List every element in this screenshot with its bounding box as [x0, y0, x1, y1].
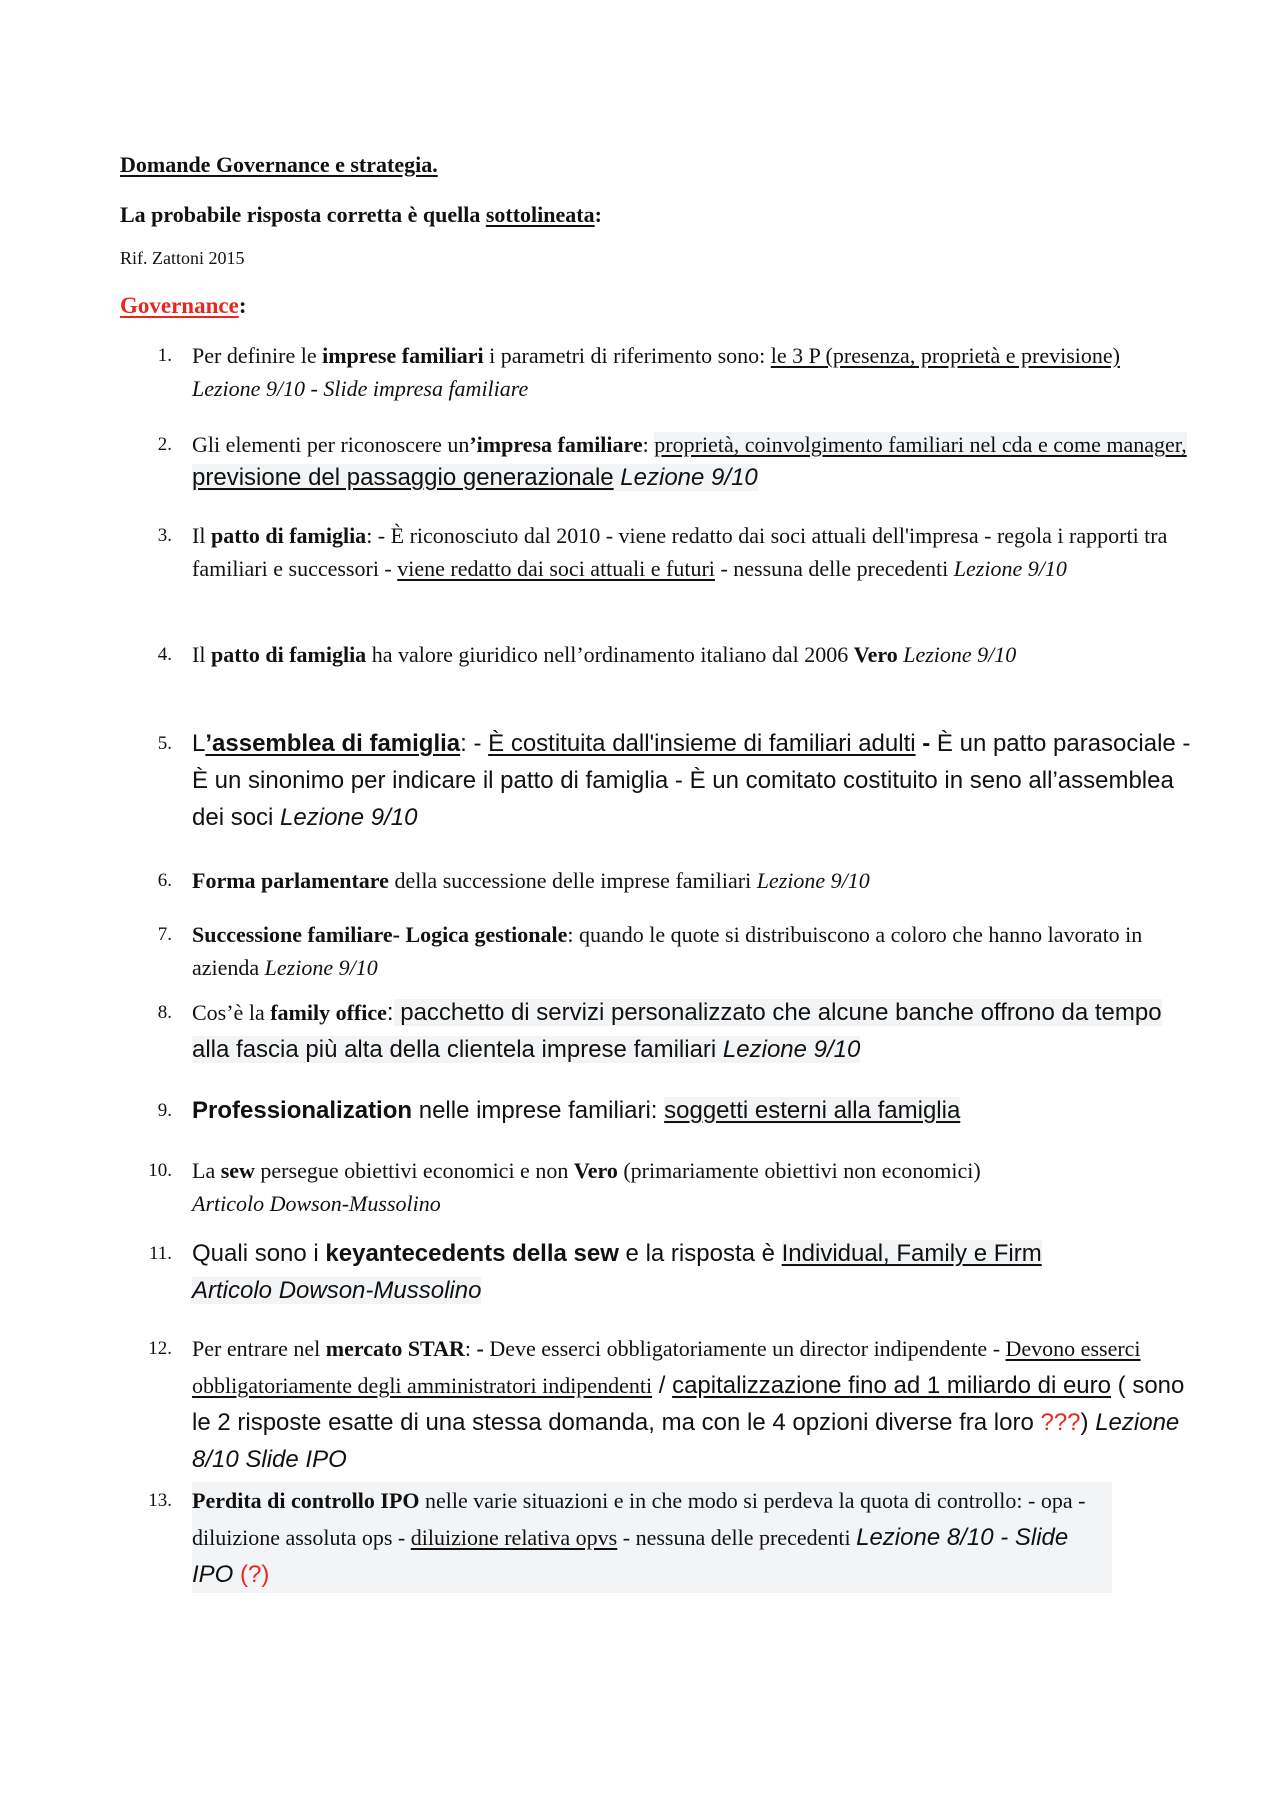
question-text: i parametri di riferimento sono: — [483, 343, 771, 368]
document-subtitle — [120, 202, 1160, 228]
question-number: 11. — [148, 1243, 172, 1264]
question-2 — [120, 428, 1187, 494]
question-text: Gli elementi per riconoscere un — [192, 432, 470, 457]
question-keyword: mercato STAR — [325, 1336, 465, 1361]
question-number: 2. — [157, 434, 172, 455]
question-number: 6. — [157, 870, 172, 891]
correct-answer: soggetti esterni alla famiglia — [664, 1097, 961, 1124]
correct-answer: diluizione relativa opvs — [410, 1525, 618, 1550]
question-keyword: Professionalization — [192, 1097, 413, 1124]
article-reference: Articolo Dowson-Mussolino — [192, 1191, 441, 1216]
question-marks: ??? — [1040, 1409, 1081, 1436]
question-text: della successione delle imprese familiari — [388, 868, 757, 893]
lesson-reference: Lezione 9/10 - Slide impresa familiare — [192, 376, 529, 401]
question-keyword: Perdita di controllo IPO — [192, 1488, 420, 1513]
lesson-reference: Lezione 8/10 Slide IPO — [192, 1409, 1180, 1473]
question-text: - nessuna delle precedenti — [714, 556, 954, 581]
question-number: 9. — [157, 1100, 172, 1121]
reference-line: Rif. Zattoni 2015 — [120, 248, 245, 268]
question-note: ) — [1080, 1409, 1096, 1436]
correct-answer: proprietà, coinvolgimento familiari nel cda e come manager, — [654, 432, 1187, 457]
lesson-reference: Lezione 8/10 - Slide IPO — [192, 1524, 1069, 1588]
question-9 — [120, 1092, 1160, 1129]
question-keyword: Forma parlamentare — [192, 868, 389, 893]
question-13 — [120, 1482, 1160, 1593]
subtitle-suffix: : — [594, 202, 602, 227]
question-text: Deve esserci obbligatoriamente un director indipendente - — [483, 1336, 1006, 1361]
question-text: Quali sono i — [192, 1240, 326, 1267]
question-number: 4. — [157, 644, 172, 665]
question-text: Il — [192, 523, 211, 548]
question-keyword: patto di famiglia — [210, 523, 367, 548]
question-text: L — [192, 730, 206, 757]
question-4 — [120, 638, 1160, 671]
question-number: 1. — [157, 345, 172, 366]
lesson-reference: Lezione 9/10 — [716, 1036, 861, 1063]
question-text: (primariamente obiettivi non economici) — [617, 1158, 981, 1183]
question-keyword: family office — [270, 1000, 387, 1025]
correct-answer-continued: previsione del passaggio generazionale — [192, 464, 614, 491]
question-number: 12. — [148, 1338, 172, 1359]
question-text: : - È riconosciuto dal 2010 - viene redatto dai soci attuali dell'impresa - regola i rapporti tra familiari e successori - — [192, 523, 1168, 581]
question-text: È un patto parasociale - È un sinonimo per indicare il patto di famiglia - È un comitato costituito in seno all’assemblea dei soci — [192, 730, 1191, 831]
correct-answer-alt: capitalizzazione fino ad 1 miliardo di euro — [672, 1372, 1111, 1399]
question-text: persegue obiettivi economici e non — [254, 1158, 574, 1183]
answer-true: Vero — [853, 642, 898, 667]
question-text: : — [386, 999, 394, 1026]
question-text: Per definire le — [192, 343, 323, 368]
question-text: : quando le quote si distribuiscono a coloro che hanno lavorato in azienda — [192, 922, 1143, 980]
question-number: 5. — [157, 733, 172, 754]
answer-separator: / — [652, 1372, 673, 1399]
subtitle-prefix: La probabile risposta corretta è quella — [120, 202, 486, 227]
question-number: 8. — [157, 1002, 172, 1023]
question-number: 10. — [148, 1160, 172, 1181]
correct-answer: viene redatto dai soci attuali e futuri — [397, 556, 715, 581]
question-text: : — [464, 1336, 477, 1361]
article-reference: Articolo Dowson-Mussolino — [192, 1277, 482, 1304]
question-keyword: patto di famiglia — [210, 642, 367, 667]
question-keyword: Successione familiare- Logica gestionale — [192, 922, 568, 947]
question-12 — [120, 1330, 1185, 1478]
question-text: nelle varie situazioni e in che modo si perdeva la quota di controllo: - opa - diluizione assoluta ops - — [192, 1488, 1086, 1550]
section-colon: : — [238, 293, 247, 318]
question-11 — [120, 1235, 1160, 1309]
question-keyword: ’assemblea di famiglia — [205, 730, 461, 757]
answer-true: Vero — [573, 1158, 618, 1183]
question-keyword: keyantecedents della sew — [325, 1240, 619, 1267]
question-1 — [120, 339, 1160, 405]
question-text: La — [192, 1158, 221, 1183]
correct-answer: Devono esserci obbligatoriamente degli amministratori indipendenti — [192, 1336, 1141, 1398]
question-keyword: ’impresa familiare — [469, 432, 643, 457]
question-number: 7. — [157, 924, 172, 945]
question-text: e la risposta è — [618, 1240, 782, 1267]
question-number: 13. — [148, 1490, 172, 1511]
correct-answer: le 3 P (presenza, proprietà e previsione) — [770, 343, 1120, 368]
question-10 — [120, 1154, 1160, 1220]
correct-answer: È costituita dall'insieme di familiari adulti — [488, 730, 916, 757]
correct-answer: Individual, Family e Firm — [781, 1240, 1042, 1267]
question-text: Per entrare nel — [192, 1336, 326, 1361]
answer-text: pacchetto di servizi personalizzato che alcune banche offrono da tempo alla fascia più alta della clientela imprese familiari — [192, 999, 1162, 1063]
document-title: Domande Governance e strategia. — [120, 152, 438, 177]
section-heading — [120, 293, 1160, 319]
question-3 — [120, 519, 1168, 585]
section-label: Governance — [120, 293, 239, 318]
question-6 — [120, 864, 1160, 897]
question-text: : — [642, 432, 655, 457]
question-5 — [120, 725, 1191, 836]
lesson-reference: Lezione 9/10 — [897, 642, 1017, 667]
question-text: : - — [460, 730, 489, 757]
question-text: ha valore giuridico nell’ordinamento italiano dal 2006 — [366, 642, 854, 667]
subtitle-underlined: sottolineata — [485, 202, 595, 227]
question-text: Cos’è la — [192, 1000, 271, 1025]
question-number: 3. — [157, 525, 172, 546]
lesson-reference: Lezione 9/10 — [953, 556, 1067, 581]
lesson-reference: Lezione 9/10 — [273, 804, 418, 831]
separator: - — [915, 730, 931, 757]
lesson-reference: Lezione 9/10 — [259, 955, 378, 980]
question-keyword: sew — [220, 1158, 255, 1183]
question-keyword: imprese familiari — [322, 343, 484, 368]
lesson-reference: Lezione 9/10 — [756, 868, 870, 893]
question-text: nelle imprese familiari: — [412, 1097, 665, 1124]
question-marks: (?) — [233, 1561, 270, 1588]
question-8 — [120, 994, 1160, 1068]
question-note: ( sono le 2 risposte esatte di una stessa domanda, ma con le 4 opzioni diverse fra loro — [192, 1372, 1185, 1436]
separator: - — [476, 1336, 484, 1361]
question-text: Il — [192, 642, 211, 667]
question-7 — [120, 918, 1160, 984]
question-text: - nessuna delle precedenti — [617, 1525, 857, 1550]
lesson-reference: Lezione 9/10 — [613, 464, 758, 491]
